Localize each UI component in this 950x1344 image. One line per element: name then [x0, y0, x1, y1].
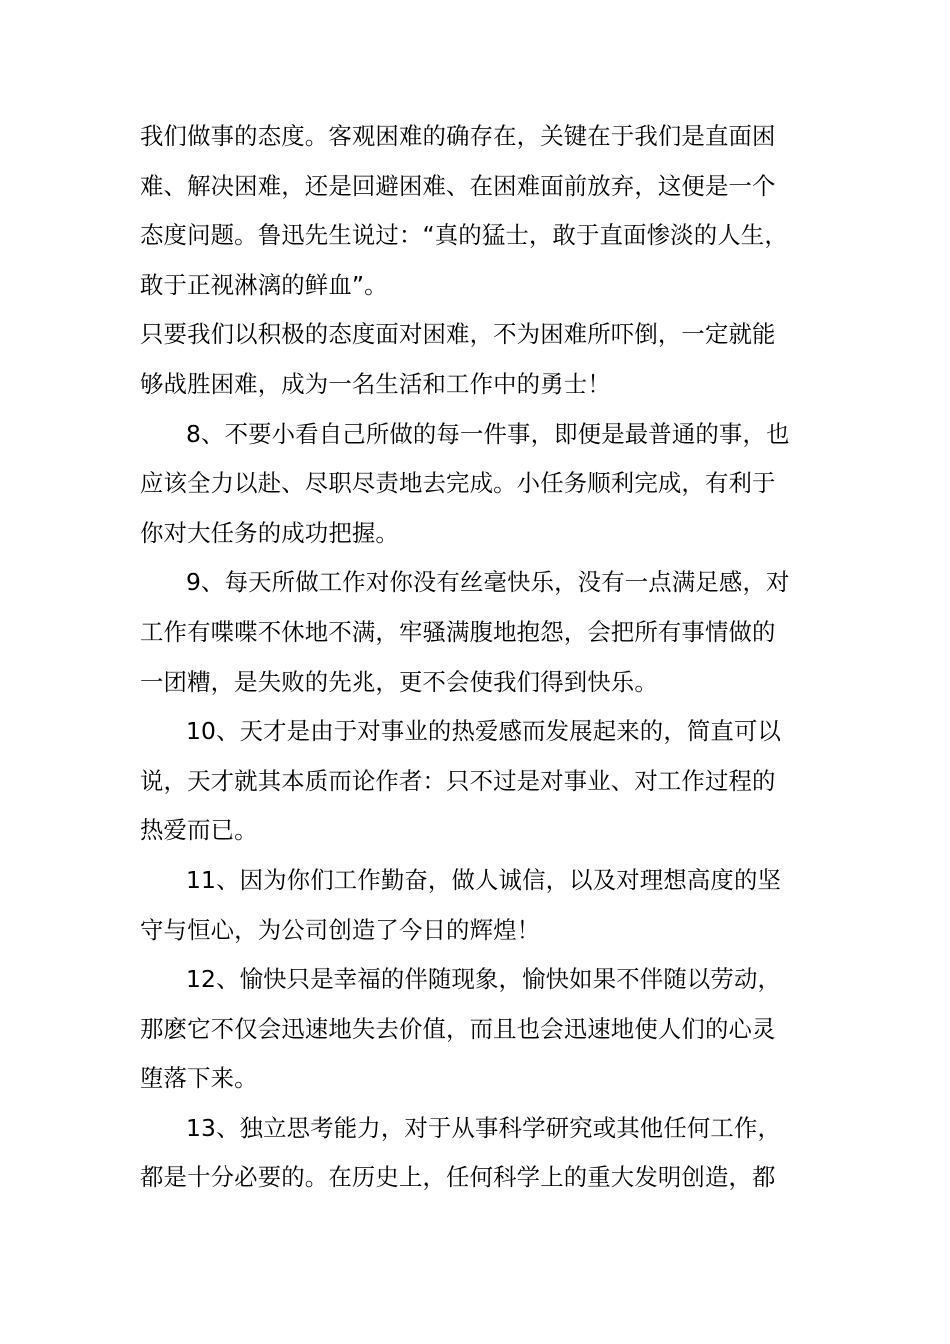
text-line: 说，天才就其本质而论作者：只不过是对事业、对工作过程的	[140, 766, 776, 795]
text-line: 我们做事的态度。客观困难的确存在，关键在于我们是直面困	[140, 122, 776, 150]
text-line: 都是十分必要的。在历史上，任何科学上的重大发明创造，都	[140, 1163, 776, 1192]
paragraph-item-13	[140, 1104, 820, 1203]
paragraph-item-12	[140, 955, 820, 1104]
text-line: 态度问题。鲁迅先生说过：“真的猛士，敢于直面惨淡的人生，	[140, 221, 788, 250]
text-line: 应该全力以赴、尽职尽责地去完成。小任务顺利完成，有利于	[140, 469, 776, 498]
paragraph-item-11	[140, 856, 820, 955]
text-line: 11、因为你们工作勤奋，做人诚信，以及对理想高度的坚	[186, 865, 782, 894]
paragraph-item-10	[140, 707, 820, 856]
paragraph-2	[140, 310, 820, 409]
text-line: 12、愉快只是幸福的伴随现象，愉快如果不伴随以劳动，	[186, 965, 782, 994]
text-line: 只要我们以积极的态度面对困难，不为困难所吓倒，一定就能	[140, 320, 776, 349]
text-line: 9、每天所做工作对你没有丝毫快乐，没有一点满足感，对	[186, 568, 790, 597]
document-body	[140, 112, 820, 1203]
paragraph-1	[140, 112, 820, 310]
text-line: 8、不要小看自己所做的每一件事，即便是最普通的事，也	[186, 419, 790, 448]
text-line: 一团糟，是失败的先兆，更不会使我们得到快乐。	[140, 667, 658, 696]
text-line: 那麽它不仅会迅速地失去价值，而且也会迅速地使人们的心灵	[140, 1014, 776, 1043]
text-line: 够战胜困难，成为一名生活和工作中的勇士！	[140, 369, 611, 398]
text-line: 热爱而已。	[140, 816, 258, 845]
text-line: 13、独立思考能力，对于从事科学研究或其他任何工作，	[186, 1113, 782, 1142]
text-line: 10、天才是由于对事业的热爱感而发展起来的，简直可以	[186, 717, 782, 746]
paragraph-item-9	[140, 558, 820, 707]
paragraph-item-8	[140, 410, 820, 559]
text-line: 敢于正视淋漓的鲜血”。	[140, 270, 388, 299]
text-line: 难、解决困难，还是回避困难、在困难面前放弃，这便是一个	[140, 171, 776, 200]
text-line: 工作有喋喋不休地不满，牢骚满腹地抱怨，会把所有事情做的	[140, 617, 776, 646]
text-line: 守与恒心，为公司创造了今日的辉煌！	[140, 915, 541, 944]
text-line: 你对大任务的成功把握。	[140, 518, 399, 547]
text-line: 堕落下来。	[140, 1064, 258, 1093]
